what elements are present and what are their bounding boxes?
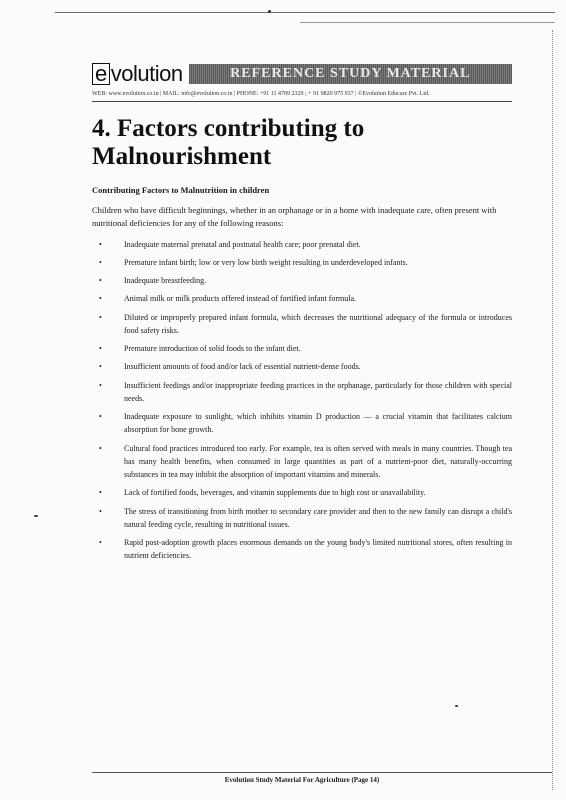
list-item-text: Lack of fortified foods, beverages, and vitamin supplements due to high cost or unavailability. xyxy=(124,488,426,497)
scan-speck xyxy=(268,10,271,13)
logo-wordmark: volution xyxy=(110,61,183,86)
bullet-marker: • xyxy=(99,240,102,249)
logo-e-mark: e xyxy=(92,63,110,85)
list-item-text: Rapid post-adoption growth places enormous demands on the young body's limited nutritional stores, often resulting in nutrient deficiencies. xyxy=(124,538,512,560)
list-item-text: Premature infant birth; low or very low birth weight resulting in underdeveloped infants. xyxy=(124,258,408,267)
header-divider xyxy=(92,101,512,102)
page-title: 4. Factors contributing to Malnourishment xyxy=(92,115,365,170)
list-item-text: Animal milk or milk products offered instead of fortified infant formula. xyxy=(124,294,357,303)
list-item xyxy=(92,410,512,436)
bullet-marker: • xyxy=(99,344,102,353)
list-item xyxy=(92,360,512,373)
list-item-text: Diluted or improperly prepared infant formula, which decreases the nutritional adequacy of the formula or introduces food safety risks. xyxy=(124,313,512,335)
bullet-marker: • xyxy=(99,381,102,390)
bullet-marker: • xyxy=(99,412,102,421)
list-item-text: Inadequate breastfeeding. xyxy=(124,276,207,285)
bullet-marker: • xyxy=(99,444,102,453)
bullet-marker: • xyxy=(99,313,102,322)
scan-speck xyxy=(34,515,38,517)
list-item xyxy=(92,256,512,269)
page-footer: Evolution Study Material For Agriculture (Page 14) xyxy=(224,776,380,784)
list-item xyxy=(92,536,512,562)
contact-line: WEB: www.evolution.co.in | MAIL: info@evolution.co.in | PHONE: +91 11 4709 2329 ; + 91 9820 975 937 | ©Evolution Educare Pvt. Ltd. xyxy=(92,91,430,97)
list-item xyxy=(92,292,512,305)
scan-border-top xyxy=(55,12,555,13)
list-item xyxy=(92,486,512,499)
bullet-marker: • xyxy=(99,488,102,497)
list-item xyxy=(92,442,512,481)
list-item-text: Insufficient feedings and/or inappropriate feeding practices in the orphanage, particularly for those children with special needs. xyxy=(124,381,512,403)
list-item-text: Inadequate exposure to sunlight, which inhibits vitamin D production — a crucial vitamin that facilitates calcium absorption for bone growth. xyxy=(124,412,512,434)
section-heading: Contributing Factors to Malnutrition in children xyxy=(92,185,270,195)
list-item-text: Premature introduction of solid foods to the infant diet. xyxy=(124,344,301,353)
list-item xyxy=(92,342,512,355)
bullet-marker: • xyxy=(99,294,102,303)
bullet-marker: • xyxy=(99,258,102,267)
list-item-text: Inadequate maternal prenatal and postnatal health care; poor prenatal diet. xyxy=(124,240,361,249)
list-item xyxy=(92,505,512,531)
list-item xyxy=(92,274,512,287)
bullet-marker: • xyxy=(99,507,102,516)
header-brand-row xyxy=(92,62,512,86)
list-item xyxy=(92,238,512,251)
list-item-text: The stress of transitioning from birth mother to secondary care provider and then to the new family can disrupt a child's natural feeding cycle, resulting in nutritional issues. xyxy=(124,507,512,529)
factors-list xyxy=(92,238,512,567)
reference-study-material-banner: REFERENCE STUDY MATERIAL xyxy=(189,64,512,84)
list-item-text: Insufficient amounts of food and/or lack of essential nutrient-dense foods. xyxy=(124,362,361,371)
bullet-marker: • xyxy=(99,538,102,547)
scan-speck xyxy=(455,705,458,707)
evolution-logo xyxy=(92,62,183,86)
footer-divider xyxy=(92,772,552,773)
scan-border-right xyxy=(552,30,554,790)
list-item xyxy=(92,311,512,337)
scan-border-top-secondary xyxy=(300,22,555,23)
bullet-marker: • xyxy=(99,362,102,371)
bullet-marker: • xyxy=(99,276,102,285)
intro-paragraph: Children who have difficult beginnings, whether in an orphanage or in a home with inadequate care, often present with nutritional deficiencies for any of the following reasons: xyxy=(92,205,497,228)
list-item xyxy=(92,379,512,405)
list-item-text: Cultural food practices introduced too early. For example, tea is often served with meals in many countries. Though tea has many health benefits, when consumed in large quantities as part of a nutrient-poor diet, naturally-occurring substances in tea may inhibit the absorption of important vitamins and minerals. xyxy=(124,444,512,479)
